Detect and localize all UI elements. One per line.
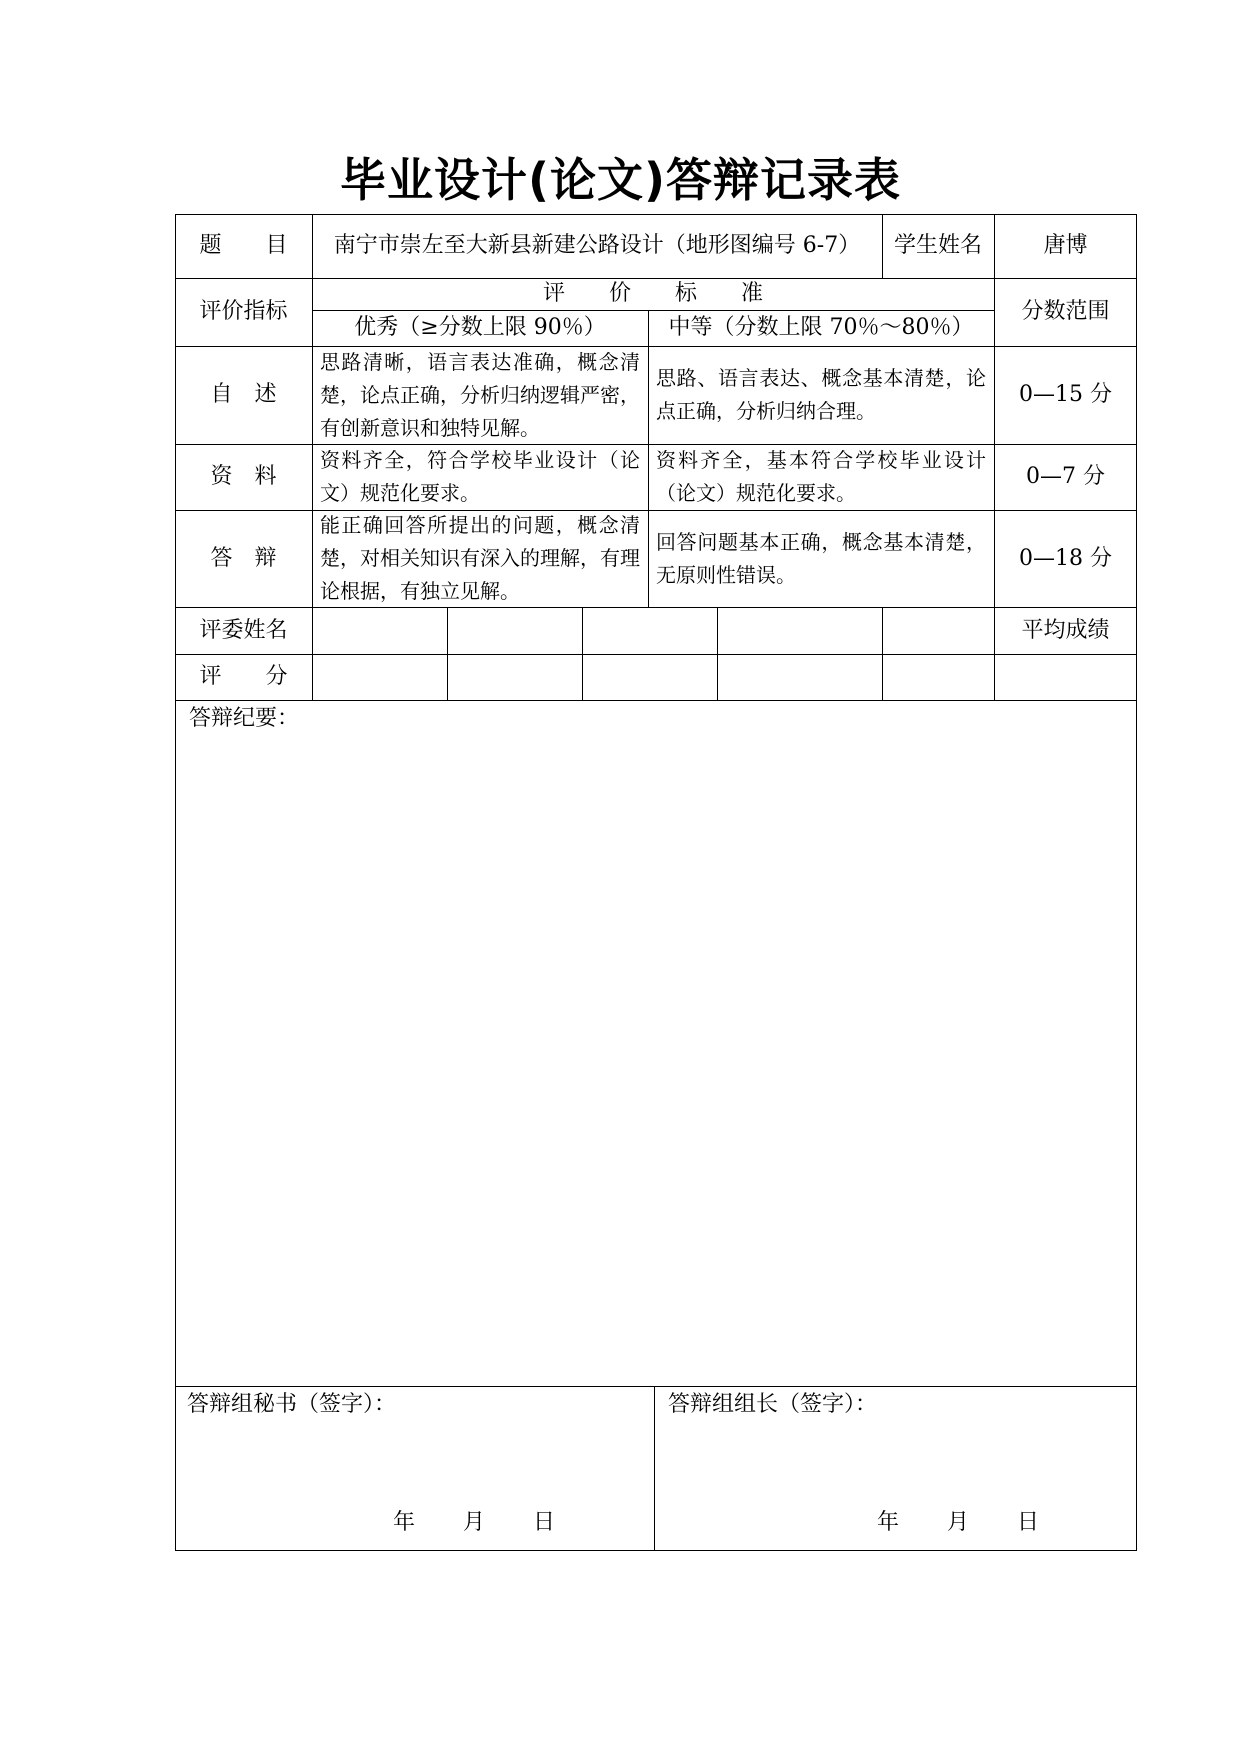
topic-label: 题 目 (199, 233, 288, 258)
average-score-label: 平均成绩 (1021, 617, 1110, 643)
date-year: 年 (393, 1510, 416, 1535)
judge-name-cell[interactable] (312, 607, 447, 654)
average-score-cell[interactable] (994, 654, 1137, 700)
criterion-excellent-text: 思路清晰，语言表达准确，概念清楚，论点正确，分析归纳逻辑严密，有创新意识和独特见解。 (320, 349, 640, 440)
criterion-medium (648, 510, 994, 607)
judge-name-cell[interactable] (717, 607, 882, 654)
criterion-excellent-text: 能正确回答所提出的问题，概念清楚，对相关知识有深入的理解，有理论根据，有独立见解。 (320, 513, 640, 603)
secretary-date (393, 1508, 555, 1538)
secretary-signature-label: 答辩组秘书（签字）： (187, 1392, 397, 1417)
criterion-excellent-text: 资料齐全，符合学校毕业设计（论文）规范化要求。 (320, 448, 640, 505)
date-month: 月 (463, 1510, 486, 1535)
excellent-header: 优秀（≥分数上限 90％） (354, 315, 606, 340)
criterion-medium-text: 回答问题基本正确，概念基本清楚，无原则性错误。 (656, 529, 986, 587)
criterion-medium-text: 资料齐全，基本符合学校毕业设计（论文）规范化要求。 (656, 448, 986, 505)
defense-record-form (175, 214, 1137, 1551)
judge-score-cell[interactable] (312, 654, 447, 700)
student-name-value: 唐博 (1043, 233, 1088, 258)
table-line (175, 1386, 1137, 1387)
judge-score-cell[interactable] (717, 654, 882, 700)
student-name-label: 学生姓名 (893, 233, 982, 258)
judge-score-cell[interactable] (447, 654, 582, 700)
criterion-excellent (312, 346, 648, 444)
criterion-excellent (312, 510, 648, 607)
table-border-bottom (175, 1550, 1137, 1551)
criterion-medium-text: 思路、语言表达、概念基本清楚，论点正确，分析归纳合理。 (656, 366, 986, 423)
criterion-indicator: 自 述 (210, 382, 277, 407)
page-title: 毕业设计(论文)答辩记录表 (339, 153, 902, 207)
leader-date (877, 1508, 1039, 1538)
medium-header: 中等（分数上限 70％～80％） (668, 315, 974, 340)
topic-value: 南宁市崇左至大新县新建公路设计（地形图编号 6-7） (333, 233, 861, 258)
criterion-score-range: 0—15 分 (1019, 382, 1112, 407)
judge-names-label: 评委姓名 (199, 617, 288, 643)
judge-score-cell[interactable] (882, 654, 994, 700)
criterion-medium (648, 444, 994, 510)
criterion-score-range: 0—18 分 (1019, 545, 1112, 571)
score-range-header: 分数范围 (1021, 299, 1110, 324)
table-line (175, 700, 1137, 701)
date-day: 日 (533, 1510, 556, 1535)
leader-signature-label: 答辩组组长（签字）： (668, 1392, 878, 1417)
minutes-label: 答辩纪要： (189, 706, 300, 731)
date-year: 年 (877, 1510, 900, 1535)
judge-scores-label: 评 分 (199, 664, 288, 689)
criterion-score-range: 0—7 分 (1026, 464, 1105, 489)
criterion-indicator: 答 辩 (210, 545, 277, 571)
date-month: 月 (947, 1510, 970, 1535)
table-line (654, 1386, 655, 1551)
criterion-excellent (312, 444, 648, 510)
indicator-header: 评价指标 (199, 299, 288, 324)
criterion-indicator: 资 料 (210, 464, 277, 489)
date-day: 日 (1017, 1510, 1040, 1535)
criterion-medium (648, 346, 994, 444)
judge-name-cell[interactable] (447, 607, 582, 654)
judge-name-cell[interactable] (882, 607, 994, 654)
minutes-area[interactable] (176, 736, 1136, 1386)
judge-name-cell[interactable] (582, 607, 717, 654)
judge-score-cell[interactable] (582, 654, 717, 700)
standard-header: 评 价 标 准 (542, 281, 763, 306)
